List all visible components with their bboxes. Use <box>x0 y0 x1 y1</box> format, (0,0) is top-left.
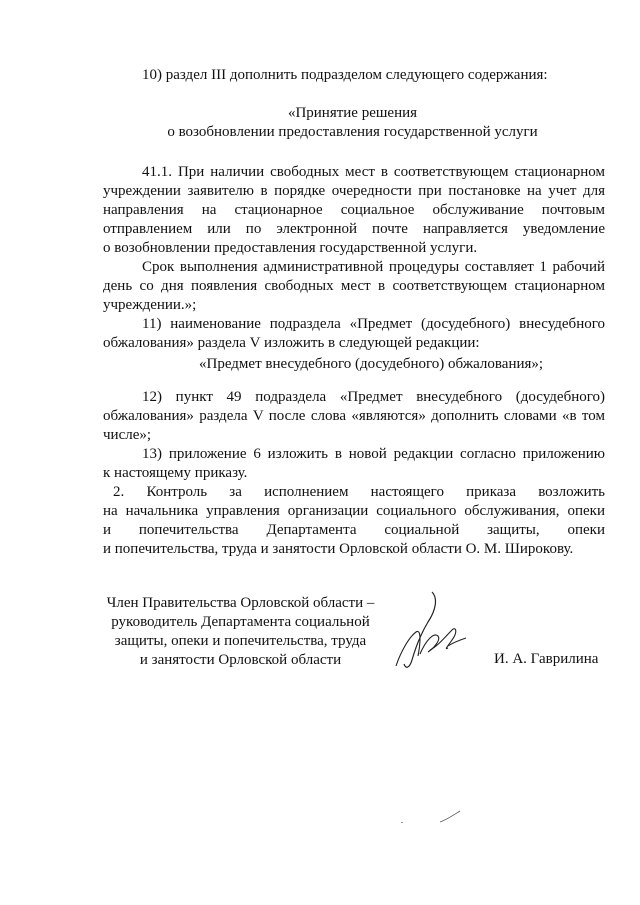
point-2-line: и попечительства Департамента социальной защиты, опеки <box>103 522 605 538</box>
item-10: 10) раздел III дополнить подразделом следующего содержания: <box>142 67 548 83</box>
section-heading-line-2: о возобновлении предоставления государственной услуги <box>167 124 538 140</box>
item-12-line: 12) пункт 49 подраздела «Предмет внесудебного (досудебного) <box>142 389 605 405</box>
point-2-line: на начальника управления организации социального обслуживания, опеки <box>103 503 605 519</box>
scan-speck <box>401 822 403 823</box>
item-11-line: 11) наименование подраздела «Предмет (досудебного) внесудебного <box>142 316 605 332</box>
paragraph-41-1-line: о возобновлении предоставления государственной услуги. <box>103 240 478 256</box>
point-2-line: 2. Контроль за исполнением настоящего приказа возложить <box>113 484 605 500</box>
scan-mark <box>438 808 464 826</box>
signatory-position-line: руководитель Департамента социальной <box>111 614 370 630</box>
signatory-position-line: Член Правительства Орловской области – <box>106 595 375 611</box>
paragraph-41-1-line: направления на стационарное социальное обслуживание почтовым <box>103 202 605 218</box>
subsection-title: «Предмет внесудебного (досудебного) обжалования»; <box>199 356 544 372</box>
item-11-line: обжалования» раздела V изложить в следующей редакции: <box>103 335 480 351</box>
signatory-position-line: и занятости Орловской области <box>139 652 342 668</box>
paragraph-41-1-line: отправлением или по электронной почте направляется уведомление <box>103 221 605 237</box>
point-2-line: и попечительства, труда и занятости Орловской области О. М. Широкову. <box>103 541 574 557</box>
item-12-line: обжалования» раздела V после слова «являются» дополнить словами «в том <box>103 408 605 424</box>
deadline-paragraph-line: день со дня появления свободных мест в соответствующем стационарном <box>103 278 605 294</box>
item-12-line: числе»; <box>103 427 152 443</box>
item-13-line: 13) приложение 6 изложить в новой редакции согласно приложению <box>142 446 605 462</box>
item-13-line: к настоящему приказу. <box>103 465 248 481</box>
section-heading-line-1: «Принятие решения <box>287 105 418 121</box>
deadline-paragraph-line: учреждении.»; <box>103 297 197 313</box>
paragraph-41-1-line: учреждении заявителю в порядке очередности при постановке на учет для <box>103 183 605 199</box>
handwritten-signature <box>386 588 476 673</box>
deadline-paragraph-line: Срок выполнения административной процедуры составляет 1 рабочий <box>142 259 605 275</box>
signatory-name: И. А. Гаврилина <box>494 651 599 667</box>
paragraph-41-1-line: 41.1. При наличии свободных мест в соответствующем стационарном <box>142 164 605 180</box>
signatory-position-line: защиты, опеки и попечительства, труда <box>114 633 367 649</box>
signatory-position <box>98 594 383 670</box>
